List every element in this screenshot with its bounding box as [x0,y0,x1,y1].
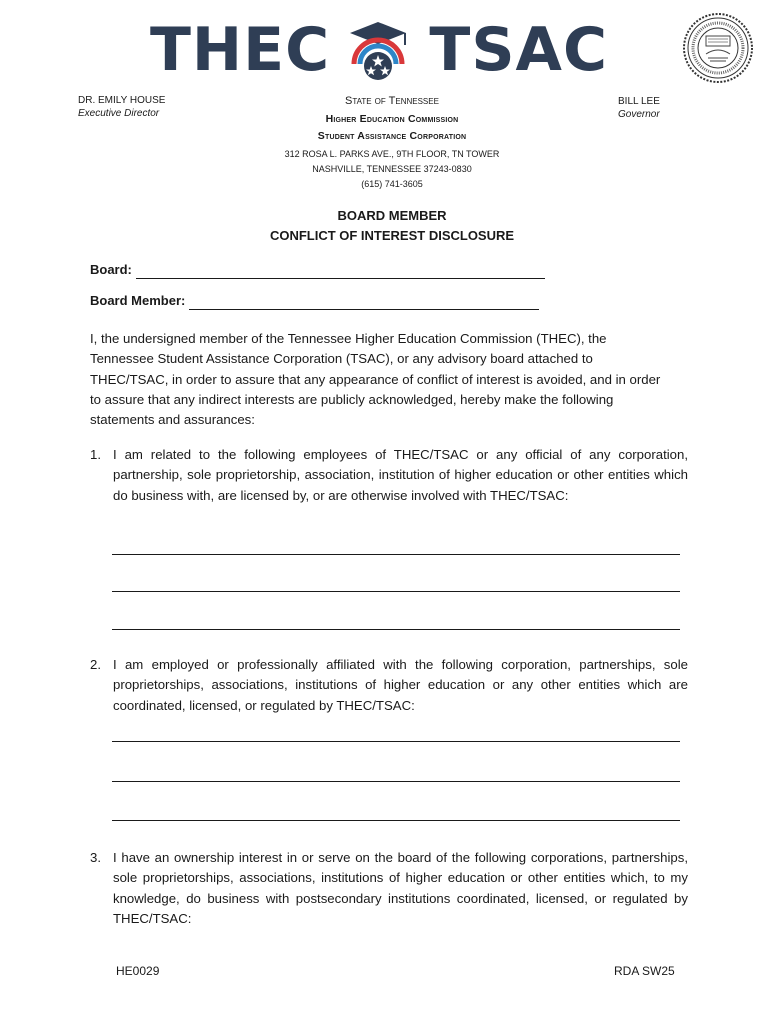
answer-line[interactable] [112,629,680,630]
item-text: I am employed or professionally affiliated with the following corporation, partnerships, sole proprietorships, associations, institutions of higher education or any other entities which are coordinated, licensed, or regulated by THEC/TSAC: [113,657,688,713]
board-field [90,261,545,279]
state-name: State of Tennessee [345,95,439,107]
rda-code: RDA SW25 [614,964,675,978]
disclosure-item-2 [90,655,688,716]
board-label: Board: [90,262,132,277]
graduation-cap-stars-icon [344,20,412,82]
item-number: 1. [90,447,101,462]
director-title: Executive Director [78,108,160,119]
phone-number: (615) 741-3605 [361,179,423,189]
logo-tsac-text: TSAC [429,15,608,85]
answer-line[interactable] [112,554,680,555]
agency-line-1: Higher Education Commission [325,113,459,125]
item-number: 2. [90,657,101,672]
item-number: 3. [90,850,101,865]
disclosure-item-1 [90,445,688,506]
title-line-2: CONFLICT OF INTEREST DISCLOSURE [269,228,515,243]
answer-line[interactable] [112,820,680,821]
item-text: I have an ownership interest in or serve on the board of the following corporations, partnerships, sole proprietorships, associations, institutions of higher education or other entities which, to my knowledge, do business with postsecondary institutions coordinated, licensed, or regulated by THEC/TSAC: [113,850,688,926]
answer-line[interactable] [112,591,680,592]
board-member-field [90,292,539,310]
board-member-input-line[interactable] [189,295,539,310]
executive-director-block [78,94,165,120]
agency-letterhead [232,94,552,192]
board-input-line[interactable] [136,264,545,279]
logo-thec-text: THEC [150,15,331,85]
address-line-1: 312 ROSA L. PARKS AVE., 9TH FLOOR, TN TOWER [284,149,500,159]
agency-line-2: Student Assistance Corporation [317,130,467,142]
title-line-1: BOARD MEMBER [337,208,447,223]
intro-paragraph: I, the undersigned member of the Tennessee Higher Education Commission (THEC), the Tennessee Student Assistance Corporation (TSAC), or any advisory board attached to THEC/TSAC, in order to assure that any appearance of conflict of interest is avoided, and in order to assure that any indirect interests are publicly acknowledged, hereby make the following statements and assurances: [90,331,661,428]
document-title [150,206,634,246]
answer-line[interactable] [112,781,680,782]
governor-name: BILL LEE [618,96,660,107]
board-member-label: Board Member: [90,293,186,308]
address-line-2: NASHVILLE, TENNESSEE 37243-0830 [312,164,472,174]
director-name: DR. EMILY HOUSE [78,95,166,106]
thec-tsac-logo [148,15,610,85]
governor-title: Governor [618,109,660,120]
item-text: I am related to the following employees of THEC/TSAC or any official of any corporation, partnership, sole proprietorship, association, institution of higher education or other entities which do business with, are licensed by, or are otherwise involved with THEC/TSAC: [113,447,688,503]
tennessee-state-seal-icon [682,12,754,84]
answer-line[interactable] [112,741,680,742]
governor-block [618,95,660,121]
form-code: HE0029 [116,964,160,978]
disclosure-item-3 [90,848,688,929]
